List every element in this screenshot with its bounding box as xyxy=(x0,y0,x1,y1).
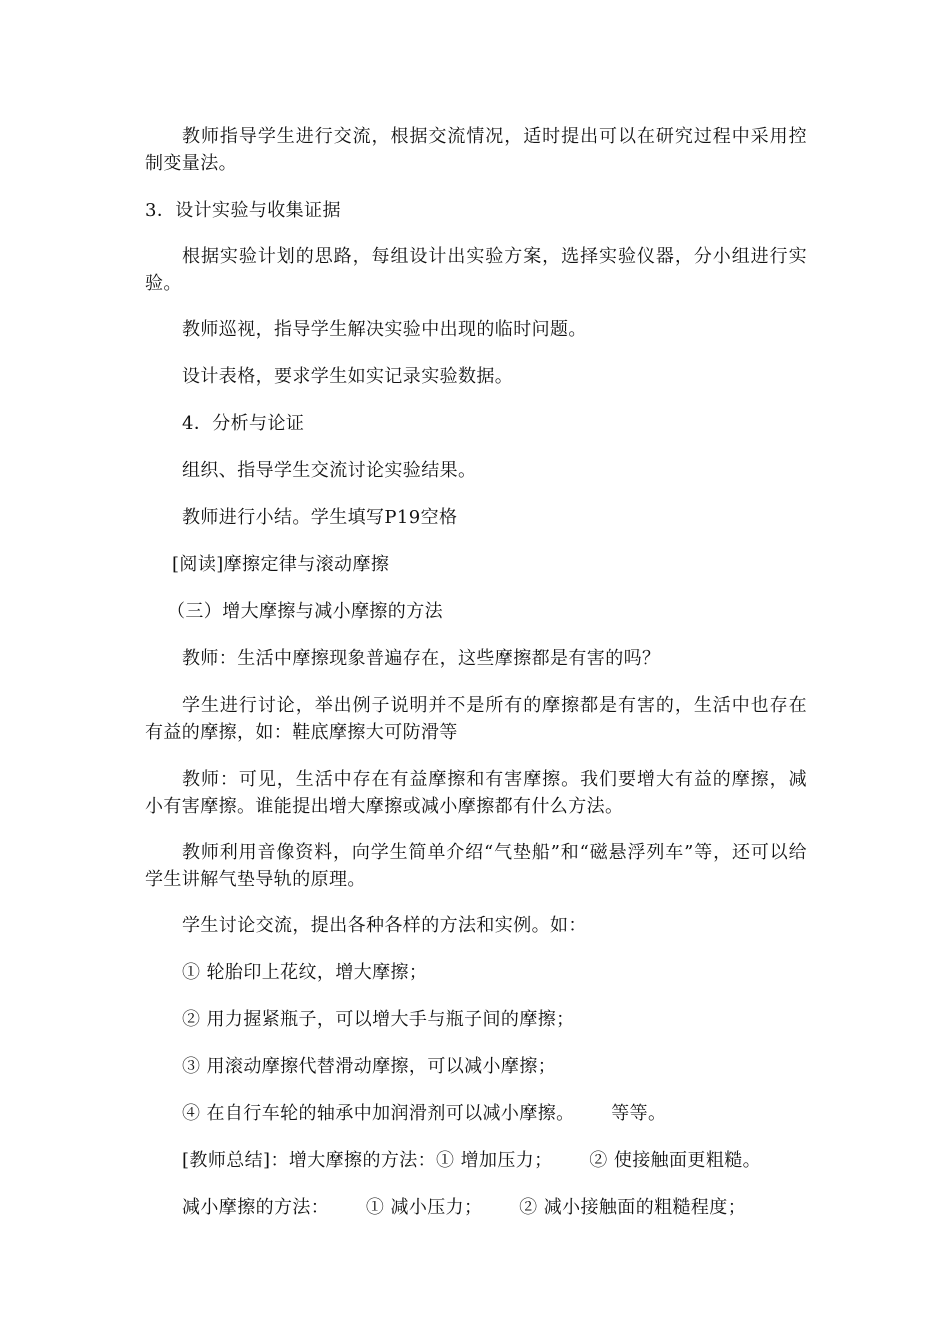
paragraph-design-table: 设计表格，要求学生如实记录实验数据。 xyxy=(182,366,514,387)
paragraph-teacher-patrol: 教师巡视，指导学生解决实验中出现的临时问题。 xyxy=(182,319,587,340)
paragraph-student-methods: 学生讨论交流，提出各种各样的方法和实例。如： xyxy=(182,915,587,936)
list-item-3: ③ 用滚动摩擦代替滑动摩擦，可以减小摩擦； xyxy=(182,1056,557,1077)
paragraph-experiment-plan: 根据实验计划的思路，每组设计出实验方案，选择实验仪器，分小组进行实验。 xyxy=(145,246,807,294)
paragraph-teacher-media: 教师利用音像资料，向学生简单介绍“气垫船”和“磁悬浮列车”等，还可以给学生讲解气垫导轨的原理。 xyxy=(145,842,807,890)
paragraph-control-variable: 教师指导学生进行交流，根据交流情况，适时提出可以在研究过程中采用控制变量法。 xyxy=(145,126,807,174)
list-item-1: ① 轮胎印上花纹，增大摩擦； xyxy=(182,962,428,983)
paragraph-student-discussion: 学生进行讨论，举出例子说明并不是所有的摩擦都是有害的，生活中也存在有益的摩擦，如：鞋底摩擦大可防滑等 xyxy=(145,695,807,743)
paragraph-reading: [阅读]摩擦定律与滚动摩擦 xyxy=(172,554,390,575)
paragraph-teacher-conclusion: [教师总结]：增大摩擦的方法：① 增加压力； ② 使接触面更粗糙。 xyxy=(182,1150,762,1171)
list-item-2: ② 用力握紧瓶子，可以增大手与瓶子间的摩擦； xyxy=(182,1009,575,1030)
paragraph-discuss-results: 组织、指导学生交流讨论实验结果。 xyxy=(182,460,477,481)
paragraph-reduce-friction: 减小摩擦的方法： ① 减小压力； ② 减小接触面的粗糙程度； xyxy=(182,1197,747,1218)
heading-analysis: 4．分析与论证 xyxy=(182,413,305,434)
paragraph-summary: 教师进行小结。学生填写P19空格 xyxy=(182,507,458,528)
list-item-4: ④ 在自行车轮的轴承中加润滑剂可以减小摩擦。 等等。 xyxy=(182,1103,667,1124)
heading-section-three: （三）增大摩擦与减小摩擦的方法 xyxy=(167,601,443,622)
heading-design-experiment: 3．设计实验与收集证据 xyxy=(145,200,341,221)
paragraph-teacher-friction-types: 教师：可见，生活中存在有益摩擦和有害摩擦。我们要增大有益的摩擦，减小有害摩擦。谁能提出增大摩擦或减小摩擦都有什么方法。 xyxy=(145,769,807,817)
paragraph-teacher-question: 教师：生活中摩擦现象普遍存在，这些摩擦都是有害的吗？ xyxy=(182,648,661,669)
